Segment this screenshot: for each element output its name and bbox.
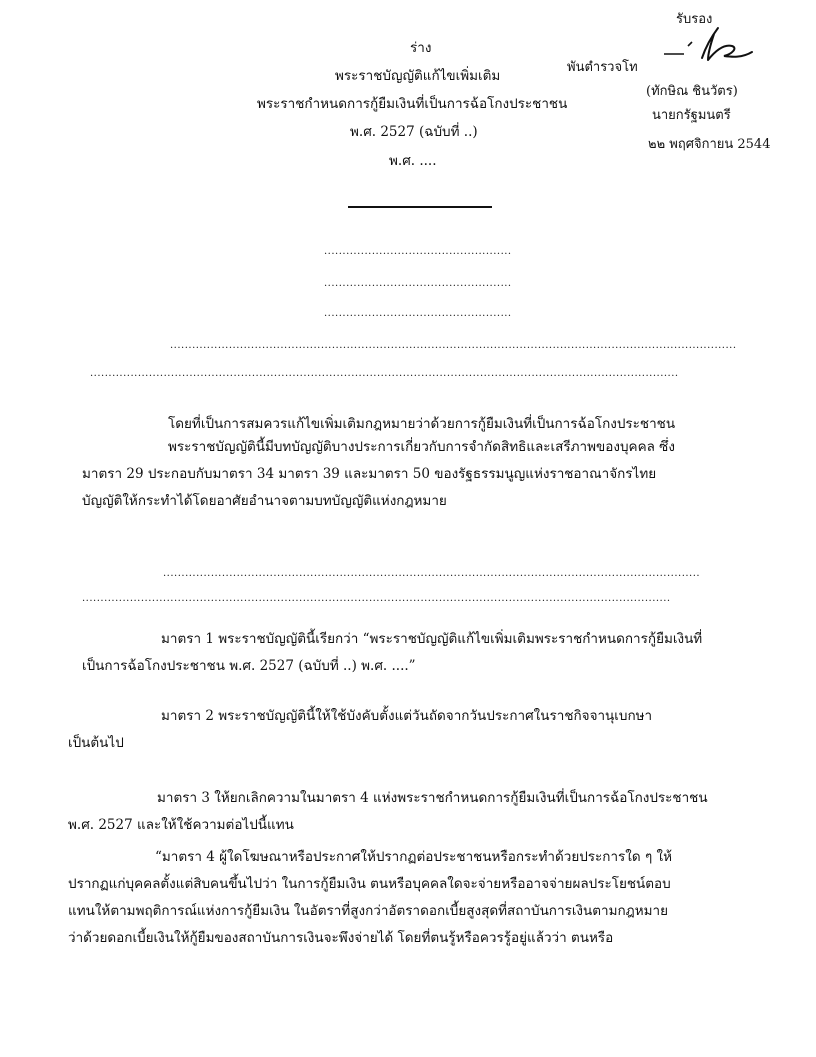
handwritten-signature <box>662 24 754 74</box>
enactment-dots-1: .................................................................................................................................................. <box>163 568 701 579</box>
preamble-dots-5: ................................................................................................................................................................ <box>90 368 679 379</box>
rights-clause-line-1: พระราชบัญญัตินี้มีบทบัญญัติบางประการเกี่ยวกับการจำกัดสิทธิและเสรีภาพของบุคคล ซึ่ง <box>168 439 675 455</box>
section-1-line-1: มาตรา 1 พระราชบัญญัตินี้เรียกว่า “พระราชบัญญัติแก้ไขเพิ่มเติมพระราชกำหนดการกู้ยืมเงินที่ <box>161 631 703 647</box>
draft-label: ร่าง <box>410 40 432 56</box>
approver-name: (ทักษิณ ชินวัตร) <box>646 84 738 99</box>
recital-text: โดยที่เป็นการสมควรแก้ไขเพิ่มเติมกฎหมายว่าด้วยการกู้ยืมเงินที่เป็นการฉ้อโกงประชาชน <box>168 416 676 432</box>
approval-date: ๒๒ พฤศจิกายน 2544 <box>648 137 771 152</box>
preamble-dots-4: .......................................................................................................................................................... <box>170 340 737 351</box>
certified-label: รับรอง <box>676 12 713 27</box>
preamble-dots-1: ................................................... <box>324 246 512 257</box>
title-line-4: พ.ศ. .... <box>389 153 437 169</box>
title-divider <box>348 206 492 208</box>
title-line-2: พระราชกำหนดการกู้ยืมเงินที่เป็นการฉ้อโกงประชาชน <box>257 96 568 112</box>
section-2-line-1: มาตรา 2 พระราชบัญญัตินี้ให้ใช้บังคับตั้งแต่วันถัดจากวันประกาศในราชกิจจานุเบกษา <box>161 708 653 724</box>
section-2-line-2: เป็นต้นไป <box>68 735 124 751</box>
section-3-line-2: พ.ศ. 2527 และให้ใช้ความต่อไปนี้แทน <box>68 817 294 833</box>
approver-position: นายกรัฐมนตรี <box>652 108 731 123</box>
section-4-line-3: แทนให้ตามพฤติการณ์แห่งการกู้ยืมเงิน ในอัตราที่สูงกว่าอัตราดอกเบี้ยสูงสุดที่สถาบันการเงินตามกฎหมาย <box>68 903 669 919</box>
title-line-3: พ.ศ. 2527 (ฉบับที่ ..) <box>350 124 478 140</box>
rank-label: พันตำรวจโท <box>567 60 638 75</box>
preamble-dots-2: ................................................... <box>324 278 512 289</box>
rights-clause-line-2: มาตรา 29 ประกอบกับมาตรา 34 มาตรา 39 และมาตรา 50 ของรัฐธรรมนูญแห่งราชอาณาจักรไทย <box>82 466 657 482</box>
section-1-line-2: เป็นการฉ้อโกงประชาชน พ.ศ. 2527 (ฉบับที่ ..) พ.ศ. ....” <box>82 658 416 674</box>
title-line-1: พระราชบัญญัติแก้ไขเพิ่มเติม <box>335 68 501 84</box>
section-4-line-4: ว่าด้วยดอกเบี้ยเงินให้กู้ยืมของสถาบันการเงินจะพึงจ่ายได้ โดยที่ตนรู้หรือควรรู้อยู่แล้วว่า ตนหรือ <box>68 930 614 946</box>
rights-clause-line-3: บัญญัติให้กระทำได้โดยอาศัยอำนาจตามบทบัญญัติแห่งกฎหมาย <box>82 493 447 509</box>
section-4-line-1: “มาตรา 4 ผู้ใดโฆษณาหรือประกาศให้ปรากฏต่อประชาชนหรือกระทำด้วยประการใด ๆ ให้ <box>155 849 672 865</box>
section-4-line-2: ปรากฏแก่บุคคลตั้งแต่สิบคนขึ้นไปว่า ในการกู้ยืมเงิน ตนหรือบุคคลใดจะจ่ายหรืออาจจ่ายผลประโยชน์ตอบ <box>68 876 671 892</box>
preamble-dots-3: ................................................... <box>324 308 512 319</box>
section-3-line-1: มาตรา 3 ให้ยกเลิกความในมาตรา 4 แห่งพระราชกำหนดการกู้ยืมเงินที่เป็นการฉ้อโกงประชาชน <box>157 790 708 806</box>
enactment-dots-2: ................................................................................................................................................................ <box>82 593 671 604</box>
